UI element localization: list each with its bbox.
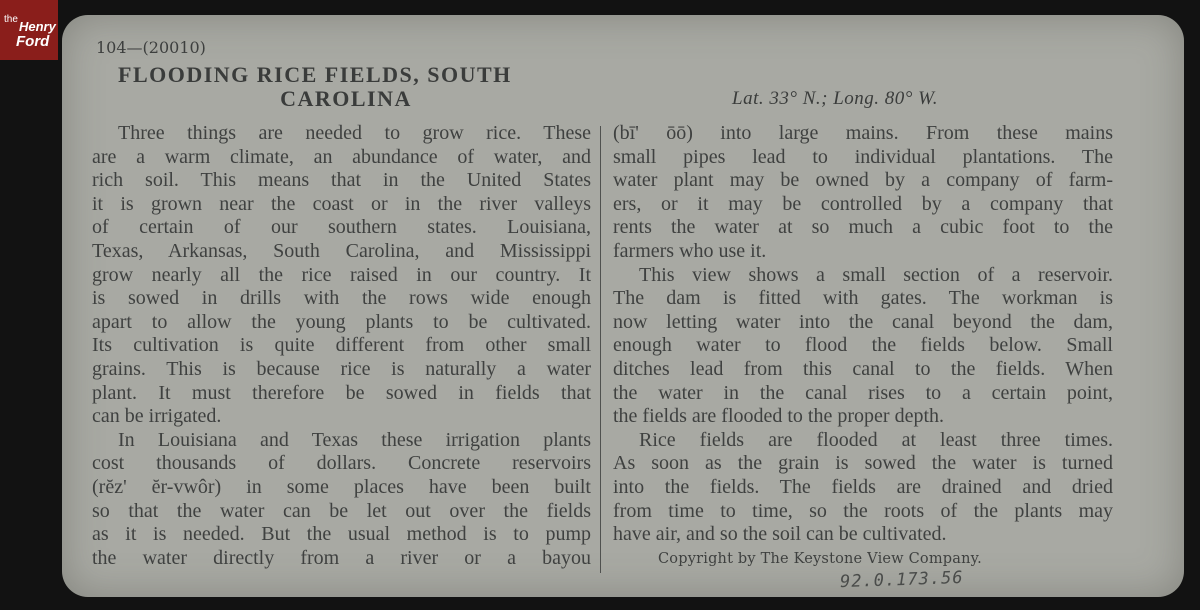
handwritten-catalog-number: 92.0.173.56: [839, 567, 964, 593]
text-line: (bī' ōō) into large mains. From these mains: [613, 122, 1113, 144]
text-line: ditches lead from this canal to the fields. When: [613, 357, 1113, 380]
title-line-1: FLOODING RICE FIELDS, SOUTH: [118, 62, 512, 87]
text-line: Rice fields are flooded at least three times.: [639, 428, 1113, 451]
title-line-2: CAROLINA: [280, 86, 412, 111]
text-line: farmers who use it.: [613, 239, 767, 262]
henry-ford-logo: [0, 0, 58, 60]
text-line: so that the water can be let out over the fields: [92, 499, 591, 522]
text-line: In Louisiana and Texas these irrigation plants: [118, 428, 591, 451]
text-line: have air, and so the soil can be cultivated.: [613, 523, 947, 546]
text-line: Its cultivation is quite different from other small: [92, 334, 591, 357]
text-line: the fields are flooded to the proper depth.: [613, 405, 944, 428]
text-line: the water directly from a river or a bayou: [92, 546, 591, 569]
text-line: Three things are needed to grow rice. These: [118, 122, 591, 144]
column-divider: [600, 126, 601, 573]
logo-the-text: the: [4, 14, 18, 25]
right-text-column: [613, 122, 1113, 547]
text-line: into the fields. The fields are drained and dried: [613, 475, 1113, 498]
text-line: of certain of our southern states. Louisiana,: [92, 216, 591, 239]
text-line: rich soil. This means that in the United States: [92, 169, 591, 192]
text-line: are a warm climate, an abundance of water, and: [92, 145, 591, 168]
text-line: water plant may be owned by a company of farm-: [613, 169, 1113, 192]
text-line: plant. It must therefore be sowed in fields that: [92, 381, 591, 404]
text-line: (rĕz' ĕr-vwôr) in some places have been built: [92, 475, 591, 498]
text-line: as it is needed. But the usual method is to pump: [92, 523, 591, 546]
text-line: from time to time, so the roots of the plants may: [613, 499, 1113, 522]
card-number: 104—(20010): [96, 38, 206, 57]
text-line: is sowed in drills with the rows wide enough: [92, 287, 591, 310]
coordinates-label: Lat. 33° N.; Long. 80° W.: [732, 88, 938, 109]
text-line: Texas, Arkansas, South Carolina, and Mississippi: [92, 239, 591, 262]
text-line: ers, or it may be controlled by a company that: [613, 192, 1113, 215]
text-line: rents the water at so much a cubic foot to the: [613, 216, 1113, 239]
text-line: enough water to flood the fields below. Small: [613, 334, 1113, 357]
text-line: cost thousands of dollars. Concrete reservoirs: [92, 452, 591, 475]
text-line: small pipes lead to individual plantations. The: [613, 145, 1113, 168]
logo-ford-text: Ford: [16, 33, 50, 50]
card-title: [96, 63, 596, 111]
text-line: apart to allow the young plants to be cultivated.: [92, 310, 591, 333]
text-line: As soon as the grain is sowed the water is turned: [613, 452, 1113, 475]
text-line: This view shows a small section of a reservoir.: [639, 263, 1113, 286]
left-text-column: [92, 122, 591, 570]
text-line: The dam is fitted with gates. The workman is: [613, 287, 1113, 310]
text-line: it is grown near the coast or in the river valleys: [92, 192, 591, 215]
text-line: can be irrigated.: [92, 405, 222, 428]
text-line: now letting water into the canal beyond the dam,: [613, 310, 1113, 333]
text-line: the water in the canal rises to a certain point,: [613, 381, 1113, 404]
text-line: grow nearly all the rice raised in our country. It: [92, 263, 591, 286]
text-line: grains. This is because rice is naturally a water: [92, 357, 591, 380]
copyright-notice: Copyright by The Keystone View Company.: [658, 551, 982, 567]
logo-henry-text: Henry: [19, 19, 56, 34]
